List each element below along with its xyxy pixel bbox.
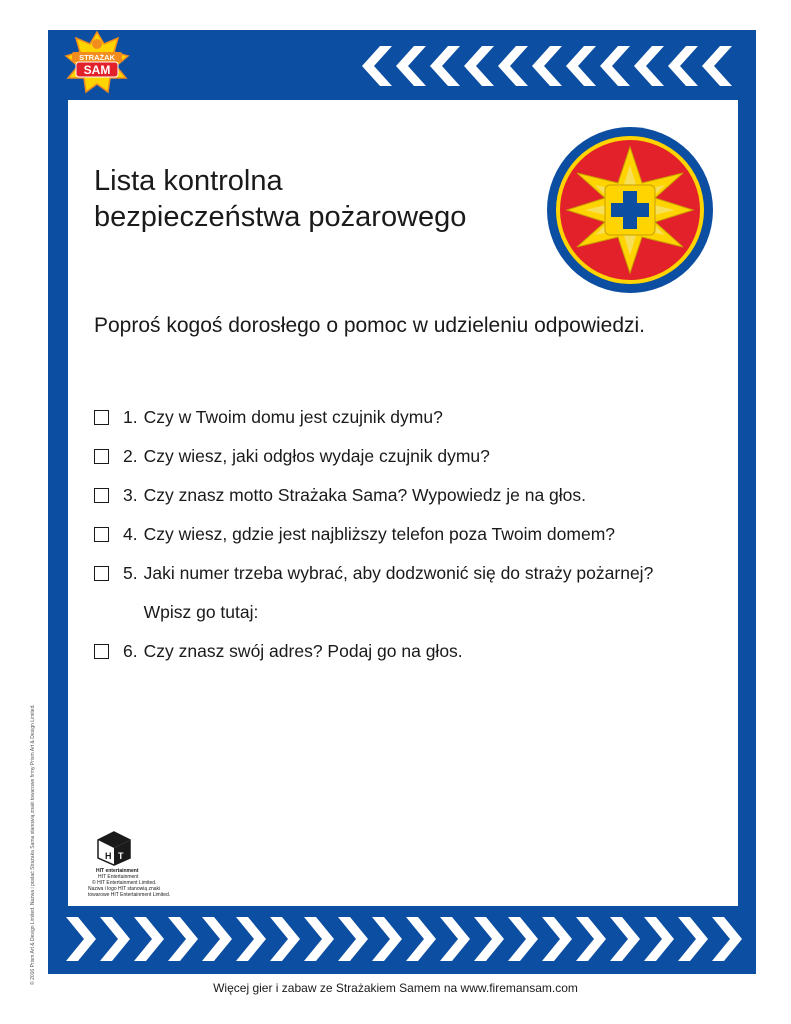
svg-text:T: T [118,851,124,861]
item-number: 1. [123,407,138,427]
chevron-strip-top [358,44,738,88]
write-here-row [94,593,734,632]
item-number: 4. [123,524,138,544]
item-text: Jaki numer trzeba wybrać, aby dodzwonić się do straży pożarnej? [143,563,654,583]
logo-top-text: STRAŻAK [79,53,115,62]
chevron-strip-bottom [62,914,742,964]
checklist-item [94,515,734,554]
hit-legal-text: HIT entertainment HIT Entertainment © HIT Entertainment Limited. Nazwa i logo HIT stanowią znaki towarowe HIT Entertainment Limited. [88,868,171,898]
item-number: 6. [123,641,138,661]
checklist [94,398,734,671]
fire-badge-emblem [545,125,715,295]
fireman-sam-logo [62,30,132,100]
footer-text: Więcej gier i zabaw ze Strażakiem Samem na www.firemansam.com [213,981,578,995]
item-number: 3. [123,485,138,505]
checkbox[interactable] [94,527,109,542]
item-number: 2. [123,446,138,466]
checkbox[interactable] [94,410,109,425]
item-number: 5. [123,563,138,583]
write-here-label: Wpisz go tutaj: [143,602,259,622]
item-text: Czy w Twoim domu jest czujnik dymu? [143,407,443,427]
hit-entertainment-block [88,830,178,898]
checklist-item [94,632,734,671]
checklist-item [94,437,734,476]
checklist-item [94,554,734,593]
side-copyright: © 2016 Prism Art & Design Limited. Nazwa i postać Strażaka Sama stanowią znaki towarowe firmy Prism Art & Design Limited. [30,704,36,985]
hit-logo-icon [96,830,132,866]
checkbox[interactable] [94,488,109,503]
checkbox[interactable] [94,566,109,581]
item-text: Czy znasz swój adres? Podaj go na głos. [143,641,463,661]
item-text: Czy znasz motto Strażaka Sama? Wypowiedz je na głos. [143,485,587,505]
title-line-1: Lista kontrolna [94,165,283,197]
instruction-text: Poproś kogoś dorosłego o pomoc w udzieleniu odpowiedzi. [94,314,646,337]
title-line-2: bezpieczeństwa pożarowego [94,201,467,233]
checklist-item [94,398,734,437]
page-title [94,163,466,235]
item-text: Czy wiesz, jaki odgłos wydaje czujnik dymu? [143,446,490,466]
checkbox[interactable] [94,449,109,464]
svg-text:H: H [105,851,112,861]
item-text: Czy wiesz, gdzie jest najbliższy telefon poza Twoim domem? [143,524,616,544]
checkbox[interactable] [94,644,109,659]
logo-main-text: SAM [83,63,111,77]
checklist-item [94,476,734,515]
